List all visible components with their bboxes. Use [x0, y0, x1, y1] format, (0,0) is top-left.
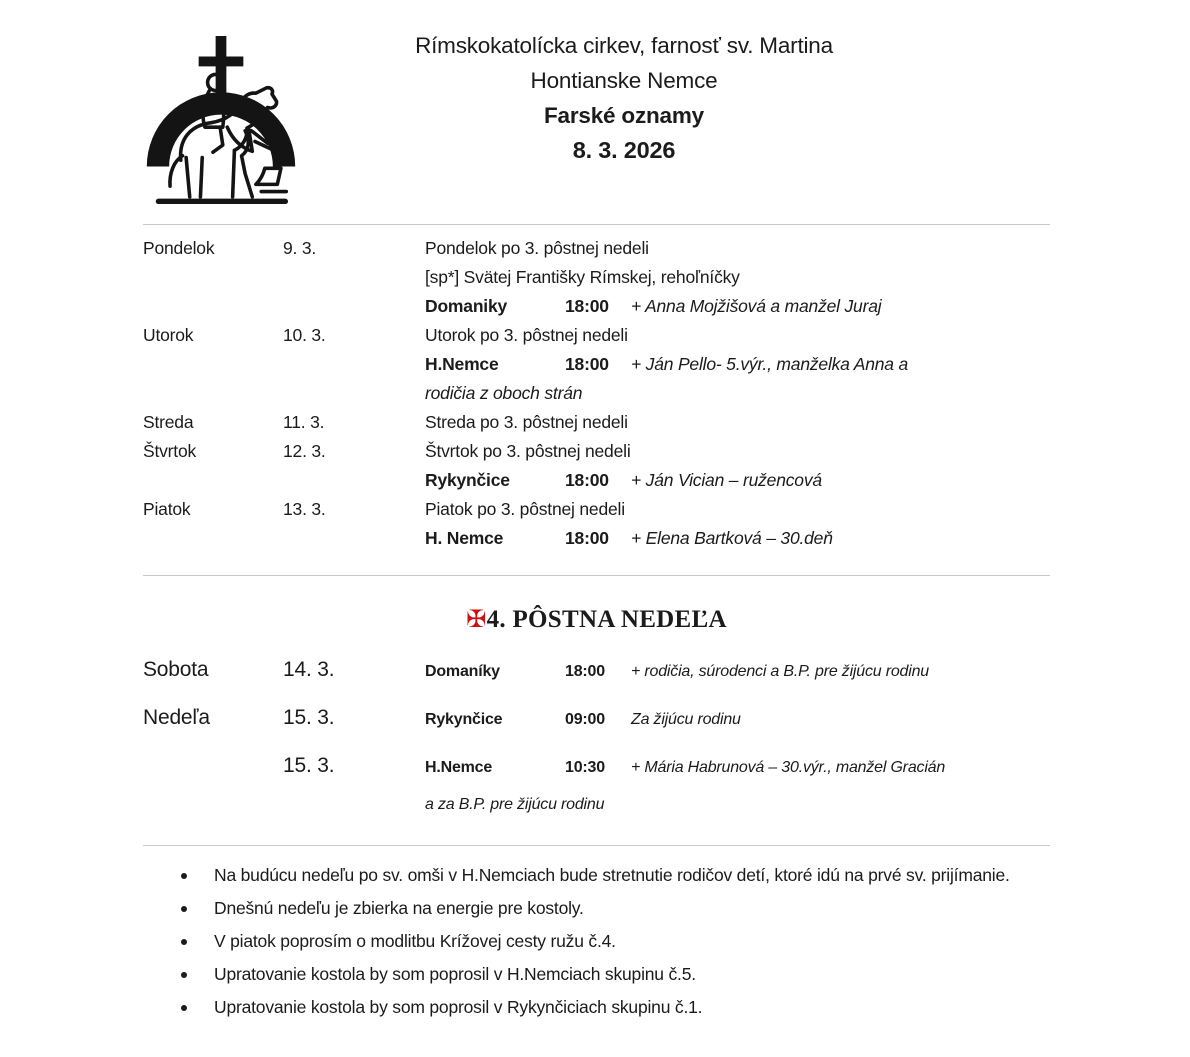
mass-intention: + Mária Habrunová – 30.výr., manžel Gracián	[631, 759, 946, 776]
table-row-sunday-1	[143, 701, 1050, 737]
bullet-icon	[181, 873, 187, 879]
day-label: Pondelok	[143, 238, 215, 258]
mass-intention: + Anna Mojžišová a manžel Juraj	[631, 296, 882, 316]
date-label: 13. 3.	[283, 499, 326, 519]
mass-place: Domaniky	[425, 296, 508, 316]
table-row-wednesday	[143, 408, 1050, 437]
bullet-icon	[181, 972, 187, 978]
day-label: Utorok	[143, 325, 194, 345]
date-label: 12. 3.	[283, 441, 326, 461]
announcements-list	[181, 859, 1050, 1024]
mass-intention: + Elena Bartková – 30.deň	[631, 528, 833, 548]
content	[0, 224, 1190, 1024]
day-label: Piatok	[143, 499, 191, 519]
mass-intention: + rodičia, súrodenci a B.P. pre žijúcu rodinu	[631, 663, 929, 680]
mass-intention-continued: rodičia z oboch strán	[425, 383, 583, 403]
header	[0, 0, 1190, 224]
feast-text: Streda po 3. pôstnej nedeli	[425, 412, 628, 432]
mass-intention-continued: a za B.P. pre žijúcu rodinu	[425, 796, 605, 813]
table-row-tuesday	[143, 321, 1050, 408]
mass-intention: + Ján Pello- 5.výr., manželka Anna a	[631, 354, 908, 374]
mass-time: 10:30	[565, 759, 605, 776]
mass-time: 18:00	[565, 663, 605, 680]
list-item	[181, 991, 1050, 1024]
list-item	[181, 925, 1050, 958]
weekday-schedule	[143, 234, 1050, 553]
mass-place: Rykynčice	[425, 711, 503, 728]
day-label: Sobota	[143, 658, 209, 681]
table-row-monday	[143, 234, 1050, 321]
separator-bottom	[143, 845, 1050, 846]
feast-text-2: [sp*] Svätej Františky Rímskej, rehoľníčky	[425, 267, 740, 287]
section-heading	[143, 603, 1050, 636]
bulletin-title: Farské oznamy	[544, 103, 704, 128]
date-label: 10. 3.	[283, 325, 326, 345]
announcement-text: Na budúcu nedeľu po sv. omši v H.Nemciach bude stretnutie rodičov detí, ktoré idú na prvé sv. prijímanie.	[214, 865, 1010, 885]
date-label: 14. 3.	[283, 658, 335, 681]
day-label: Nedeľa	[143, 706, 210, 729]
mass-place: Domaníky	[425, 663, 500, 680]
date-label: 11. 3.	[283, 412, 325, 432]
parish-town: Hontianske Nemce	[530, 68, 718, 93]
mass-place: H.Nemce	[425, 759, 493, 776]
feast-text: Piatok po 3. pôstnej nedeli	[425, 499, 625, 519]
announcement-text: Upratovanie kostola by som poprosil v Rykynčiciach skupinu č.1.	[214, 997, 703, 1017]
feast-text: Štvrtok po 3. pôstnej nedeli	[425, 441, 631, 461]
mass-intention: + Ján Vician – ružencová	[631, 470, 822, 490]
table-row-saturday	[143, 653, 1050, 689]
parish-title: Rímskokatolícka cirkev, farnosť sv. Martina	[415, 33, 833, 58]
section-title: 4. PÔSTNA NEDEĽA	[486, 606, 727, 633]
separator-middle	[143, 575, 1050, 576]
weekend-schedule	[143, 653, 1050, 821]
list-item	[181, 958, 1050, 991]
mass-place: H.Nemce	[425, 354, 499, 374]
ground-line	[156, 199, 288, 204]
feast-text: Utorok po 3. pôstnej nedeli	[425, 325, 628, 345]
mass-time: 18:00	[565, 354, 609, 374]
date-label: 9. 3.	[283, 238, 317, 258]
date-label: 15. 3.	[283, 754, 335, 777]
mass-time: 18:00	[565, 296, 609, 316]
bullet-icon	[181, 939, 187, 945]
bullet-icon	[181, 1005, 187, 1011]
day-label: Štvrtok	[143, 441, 197, 461]
table-row-thursday	[143, 437, 1050, 495]
list-item	[181, 859, 1050, 892]
feast-text: Pondelok po 3. pôstnej nedeli	[425, 238, 649, 258]
separator-top	[143, 224, 1050, 225]
mass-time: 18:00	[565, 528, 609, 548]
table-row-friday	[143, 495, 1050, 553]
list-item	[181, 892, 1050, 925]
mass-place: H. Nemce	[425, 528, 504, 548]
announcement-text: V piatok poprosím o modlitbu Krížovej cesty ružu č.4.	[214, 931, 616, 951]
bullet-icon	[181, 906, 187, 912]
date-label: 15. 3.	[283, 706, 335, 729]
mass-time: 18:00	[565, 470, 609, 490]
bulletin-date: 8. 3. 2026	[572, 137, 676, 163]
table-row-sunday-2	[143, 749, 1050, 785]
mass-time: 09:00	[565, 711, 605, 728]
maltese-cross-icon: ✠	[466, 605, 487, 633]
mass-place: Rykynčice	[425, 470, 510, 490]
day-label: Streda	[143, 412, 194, 432]
announcement-text: Dnešnú nedeľu je zbierka na energie pre kostoly.	[214, 898, 584, 918]
announcement-text: Upratovanie kostola by som poprosil v H.Nemciach skupinu č.5.	[214, 964, 696, 984]
mass-intention: Za žijúcu rodinu	[631, 711, 741, 728]
header-text	[0, 28, 1190, 168]
